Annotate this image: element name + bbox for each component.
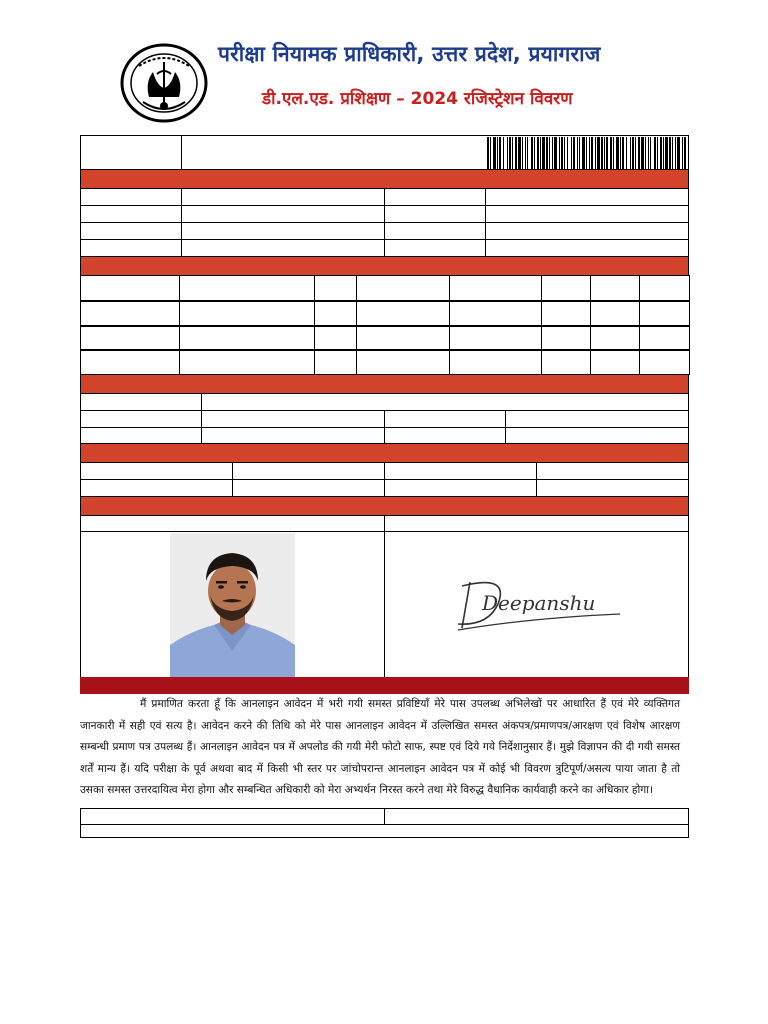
table-cell xyxy=(356,275,450,301)
barcode-bar xyxy=(499,137,501,169)
table-cell xyxy=(80,239,182,257)
table-cell xyxy=(356,350,450,375)
table-cell xyxy=(80,222,182,240)
barcode-bar xyxy=(546,137,548,169)
barcode-bar xyxy=(604,137,605,169)
section-band-personal xyxy=(80,169,689,189)
barcode-bar xyxy=(573,137,575,169)
section-band-contact xyxy=(80,443,689,463)
barcode-bar xyxy=(522,137,523,169)
table-cell xyxy=(485,205,689,223)
barcode-bar xyxy=(635,137,636,169)
registration-label-cell xyxy=(80,135,182,170)
table-cell xyxy=(639,326,690,350)
table-cell xyxy=(356,301,450,326)
table-cell xyxy=(181,222,385,240)
table-cell xyxy=(384,479,537,497)
table-cell xyxy=(536,479,689,497)
table-cell xyxy=(384,239,486,257)
table-cell xyxy=(80,393,202,411)
barcode-bar xyxy=(663,137,664,169)
table-cell xyxy=(80,479,233,497)
table-cell xyxy=(485,222,689,240)
barcode-bar xyxy=(554,137,557,169)
table-cell xyxy=(639,350,690,375)
barcode-bar xyxy=(620,137,621,169)
footer-band xyxy=(80,677,689,694)
barcode-bar xyxy=(677,137,680,169)
table-cell xyxy=(384,188,486,206)
table-cell xyxy=(179,275,315,301)
barcode-bar xyxy=(595,137,596,169)
barcode-bar xyxy=(597,137,600,169)
barcode-bar xyxy=(657,137,658,169)
barcode-bar xyxy=(665,137,668,169)
table-cell xyxy=(179,326,315,350)
signature-text: Deepanshu xyxy=(482,591,596,615)
barcode-bar xyxy=(512,137,513,169)
barcode-bar xyxy=(515,137,517,169)
barcode-bar xyxy=(606,137,608,169)
barcode-bar xyxy=(493,137,496,169)
table-cell xyxy=(80,275,180,301)
page-subtitle: डी.एल.एड. प्रशिक्षण – 2024 रजिस्ट्रेशन विवरण xyxy=(262,89,573,109)
signature-label-cell xyxy=(384,515,689,532)
table-cell xyxy=(80,326,180,350)
table-cell xyxy=(505,410,689,428)
barcode-bar xyxy=(567,137,568,169)
table-cell xyxy=(201,427,385,444)
barcode-bar xyxy=(672,137,673,169)
table-cell xyxy=(201,410,385,428)
barcode-bar xyxy=(549,137,550,169)
place-date-cell xyxy=(80,808,385,825)
table-cell xyxy=(181,205,385,223)
barcode-bar xyxy=(616,137,619,169)
section-band-photo-signature xyxy=(80,496,689,516)
table-cell xyxy=(384,222,486,240)
table-cell xyxy=(314,275,357,301)
barcode-bar xyxy=(540,137,541,169)
table-cell xyxy=(232,479,385,497)
photo-label-cell xyxy=(80,515,385,532)
barcode-bar xyxy=(582,137,585,169)
barcode-bar xyxy=(497,137,498,169)
barcode-bar xyxy=(650,137,651,169)
barcode-bar xyxy=(626,137,627,169)
declaration-text: मैं प्रमाणित करता हूँ कि आनलाइन आवेदन में भरी गयी समस्त प्रविष्टियाँ मेरे पास उपलब्ध अभिलेखों पर आधारित हैं एवं मेरे व्यक्तिगत जानकारी में सही एवं सत्य है। आवेदन करने की तिथि को मेरे पास आनलाइन आवेदन में उल्लिखित समस्त अंकपत्र/प्रमाणपत्र/आरक्षण एवं विशेष आरक्षण सम्बन्धी प्रमाण पत्र उपलब्ध हैं। आनलाइन आवेदन पत्र में अपलोड की गयी मेरी फोटो साफ, स्पष्ट एवं दिये गये निर्देशानुसार हैं। मुझे विज्ञापन की दी गयी समस्त शर्तें मान्य हैं। यदि परीक्षा के पूर्व अथवा बाद में किसी भी स्तर पर जांचोपरान्त आनलाइन आवेदन पत्र में कोई भी विवरण त्रुटिपूर्ण/असत्य पाया जाता है तो उसका समस्त उत्तरदायित्व मेरा होगा और सम्बन्धित अधिकारी को मेरा अभ्यर्थन निरस्त करने तथा मेरे विरुद्ध वैधानिक कार्यवाही करने का अधिकार होगा। xyxy=(80,698,680,796)
table-cell xyxy=(80,205,182,223)
barcode-bar xyxy=(660,137,662,169)
table-cell xyxy=(201,393,689,411)
table-cell xyxy=(485,188,689,206)
barcode-bar xyxy=(552,137,553,169)
barcode-bar xyxy=(507,137,508,169)
table-cell xyxy=(80,427,202,444)
table-cell xyxy=(639,275,690,301)
barcode-bar xyxy=(564,137,565,169)
barcode-bar xyxy=(571,137,572,169)
table-cell xyxy=(485,239,689,257)
section-band-education xyxy=(80,256,689,276)
table-cell xyxy=(314,301,357,326)
table-cell xyxy=(536,462,689,480)
barcode-bar xyxy=(561,137,563,169)
barcode-bar xyxy=(559,137,560,169)
candidate-photo xyxy=(170,533,295,677)
barcode-bar xyxy=(525,137,526,169)
barcode-bar xyxy=(579,137,580,169)
barcode-bar xyxy=(654,137,656,169)
barcode-bar xyxy=(542,137,545,169)
barcode-bar xyxy=(613,137,614,169)
table-cell xyxy=(590,301,640,326)
barcode-bar xyxy=(641,137,644,169)
table-cell xyxy=(449,301,542,326)
table-cell xyxy=(505,427,689,444)
barcode-bar xyxy=(518,137,521,169)
table-cell xyxy=(590,350,640,375)
up-government-emblem xyxy=(119,42,209,124)
table-cell xyxy=(356,326,450,350)
table-cell xyxy=(80,410,202,428)
barcode-bar xyxy=(589,137,590,169)
table-cell xyxy=(449,326,542,350)
table-cell xyxy=(384,462,537,480)
barcode-bar xyxy=(669,137,671,169)
table-cell xyxy=(541,301,591,326)
table-cell xyxy=(590,326,640,350)
candidate-signature-cell xyxy=(384,808,689,825)
table-cell xyxy=(80,188,182,206)
barcode-bar xyxy=(684,137,686,169)
table-cell xyxy=(179,301,315,326)
table-cell xyxy=(314,326,357,350)
barcode-bar xyxy=(675,137,676,169)
barcode-bar xyxy=(527,137,528,169)
barcode-bar xyxy=(591,137,593,169)
table-cell xyxy=(80,462,233,480)
barcode-bar xyxy=(577,137,578,169)
table-cell xyxy=(384,205,486,223)
page-title: परीक्षा नियामक प्राधिकारी, उत्तर प्रदेश, प्रयागराज xyxy=(218,42,601,66)
table-cell xyxy=(449,350,542,375)
barcode-bar xyxy=(534,137,535,169)
table-cell xyxy=(232,462,385,480)
bottom-row-cell xyxy=(80,824,689,838)
table-cell xyxy=(181,188,385,206)
barcode-bar xyxy=(503,137,504,169)
barcode-bar xyxy=(586,137,587,169)
barcode-bar xyxy=(638,137,640,169)
barcode-bar xyxy=(487,137,489,169)
table-cell xyxy=(179,350,315,375)
candidate-signature xyxy=(440,570,630,640)
table-cell xyxy=(314,350,357,375)
table-cell xyxy=(541,275,591,301)
table-cell xyxy=(384,410,506,428)
table-cell xyxy=(384,427,506,444)
table-cell xyxy=(449,275,542,301)
table-cell xyxy=(541,350,591,375)
barcode-bar xyxy=(531,137,533,169)
barcode-bar xyxy=(630,137,631,169)
barcode-bar xyxy=(682,137,683,169)
barcode-bar xyxy=(601,137,603,169)
table-cell xyxy=(541,326,591,350)
barcode-bar xyxy=(648,137,649,169)
barcode-bar xyxy=(622,137,624,169)
table-cell xyxy=(80,301,180,326)
barcode-bar xyxy=(509,137,511,169)
barcode xyxy=(487,137,687,169)
barcode-bar xyxy=(490,137,491,169)
table-cell xyxy=(80,350,180,375)
section-band-address xyxy=(80,374,689,394)
barcode-bar xyxy=(632,137,634,169)
barcode-bar xyxy=(645,137,646,169)
barcode-bar xyxy=(537,137,539,169)
table-cell xyxy=(181,239,385,257)
table-cell xyxy=(639,301,690,326)
table-cell xyxy=(590,275,640,301)
barcode-bar xyxy=(610,137,612,169)
